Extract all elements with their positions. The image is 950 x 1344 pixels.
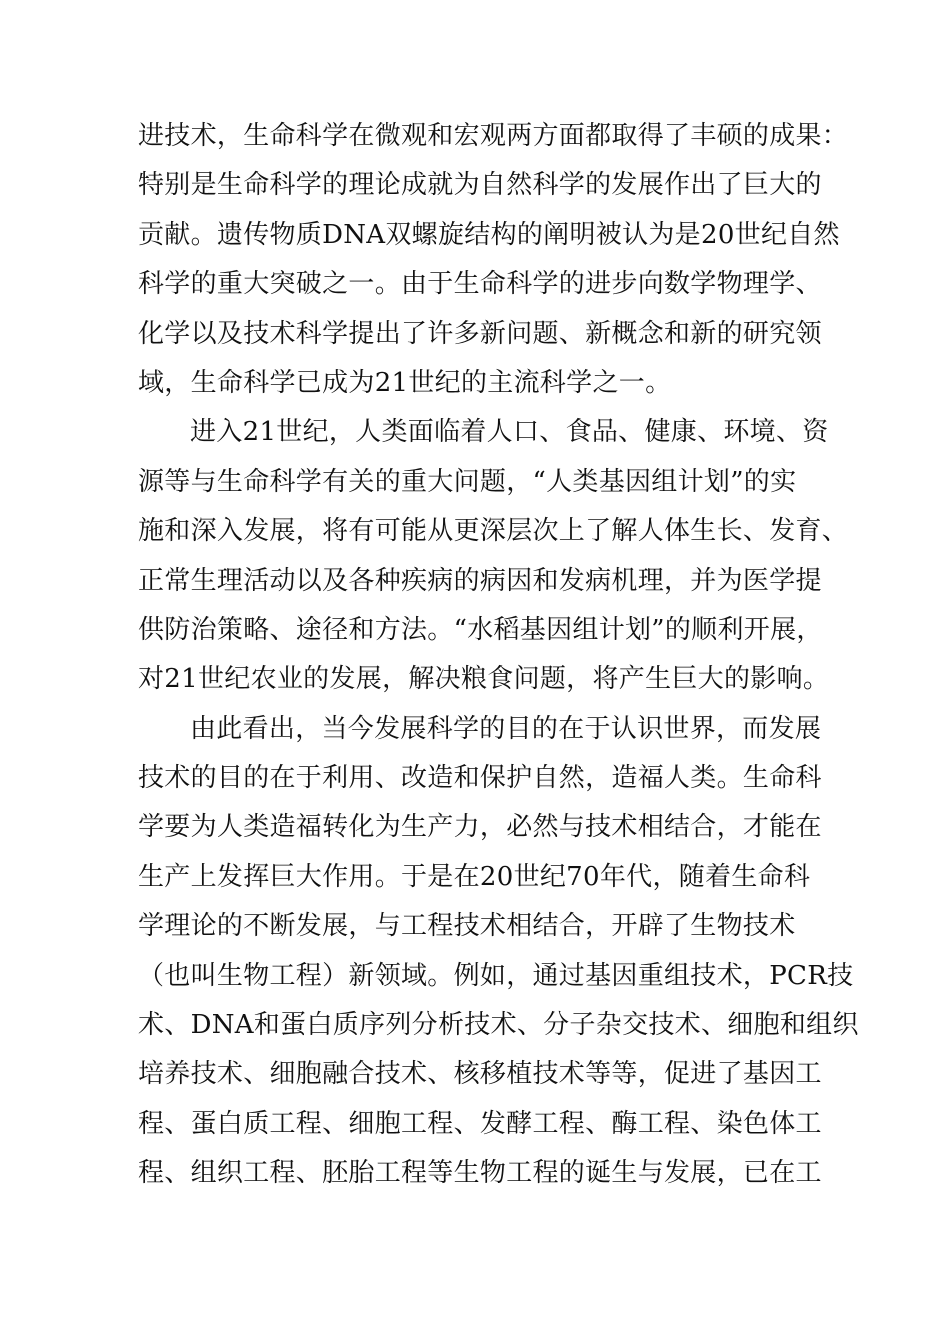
text-line: 供防治策略、途径和方法。“水稻基因组计划”的顺利开展， — [138, 614, 823, 645]
text-line: 进技术，生命科学在微观和宏观两方面都取得了丰硕的成果： — [138, 121, 849, 151]
text-line: 对21世纪农业的发展，解决粮食问题，将产生巨大的影响。 — [138, 664, 830, 695]
text-line: 程、蛋白质工程、细胞工程、发酵工程、酶工程、染色体工 — [138, 1108, 822, 1139]
text-line: 正常生理活动以及各种疾病的病因和发病机理，并为医学提 — [138, 565, 822, 596]
paragraph-first-line: 由此看出，当今发展科学的目的在于认识世界，而发展 — [190, 713, 822, 744]
text-line: （也叫生物工程）新领域。例如，通过基因重组技术，PCR技 — [138, 960, 854, 991]
text-line: 施和深入发展，将有可能从更深层次上了解人体生长、发育、 — [138, 516, 849, 547]
text-line: 特别是生命科学的理论成就为自然科学的发展作出了巨大的 — [138, 170, 822, 201]
text-line: 学理论的不断发展，与工程技术相结合，开辟了生物技术 — [138, 911, 796, 942]
text-line: 培养技术、细胞融合技术、核移植技术等等，促进了基因工 — [138, 1059, 822, 1090]
paragraph-first-line: 进入21世纪，人类面临着人口、食品、健康、环境、资 — [190, 417, 829, 448]
text-line: 技术的目的在于利用、改造和保护自然，造福人类。生命科 — [138, 763, 822, 794]
text-line: 生产上发挥巨大作用。于是在20世纪70年代，随着生命科 — [138, 861, 811, 892]
body-text — [138, 112, 859, 1199]
text-line: 术、DNA和蛋白质序列分析技术、分子杂交技术、细胞和组织 — [138, 1010, 859, 1041]
text-line: 贡献。遗传物质DNA双螺旋结构的阐明被认为是20世纪自然 — [138, 219, 840, 250]
text-line: 域，生命科学已成为21世纪的主流科学之一。 — [138, 367, 672, 398]
text-line: 科学的重大突破之一。由于生命科学的进步向数学物理学、 — [138, 269, 822, 300]
text-line: 程、组织工程、胚胎工程等生物工程的诞生与发展，已在工 — [138, 1158, 822, 1189]
text-line: 源等与生命科学有关的重大问题，“人类基因组计划”的实 — [138, 466, 797, 497]
text-line: 学要为人类造福转化为生产力，必然与技术相结合，才能在 — [138, 812, 822, 843]
text-line: 化学以及技术科学提出了许多新问题、新概念和新的研究领 — [138, 318, 822, 349]
